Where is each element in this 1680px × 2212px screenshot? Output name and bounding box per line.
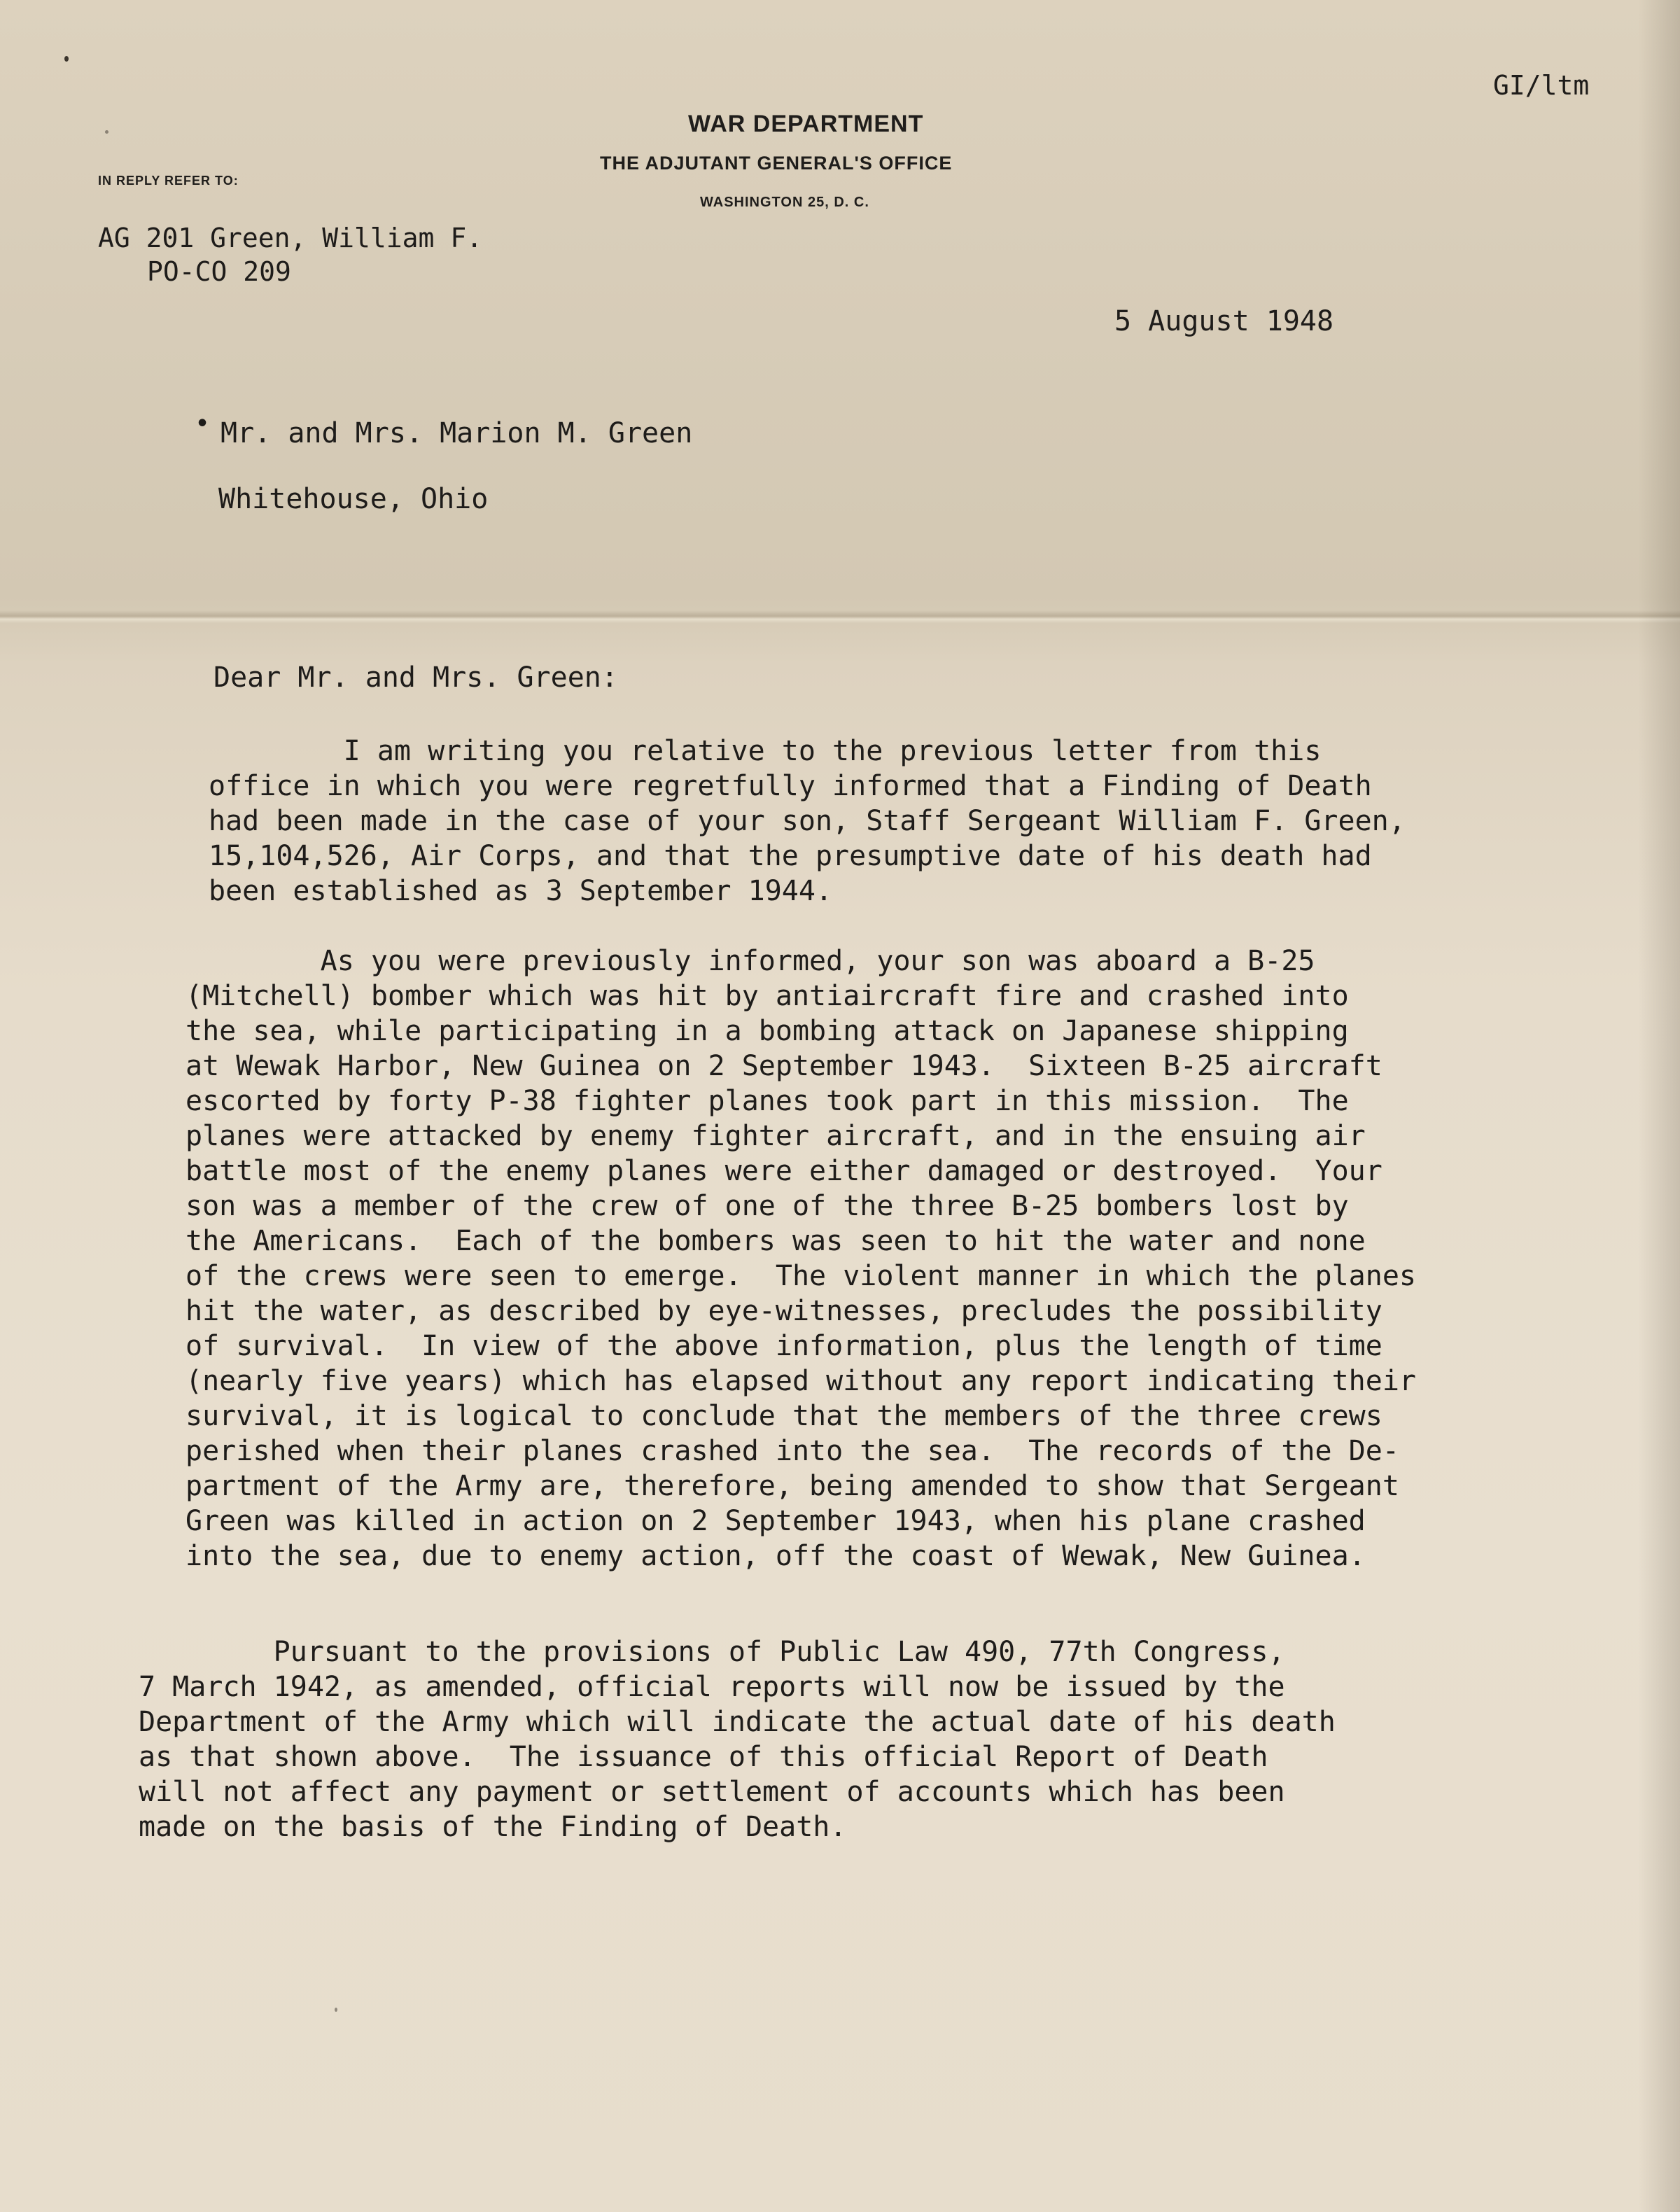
paper-fold-crease bbox=[0, 610, 1680, 623]
paragraph-line: perished when their planes crashed into the sea. The records of the De- bbox=[186, 1435, 1399, 1467]
body-paragraph-3 bbox=[139, 1634, 1336, 1844]
paper-speck bbox=[335, 2008, 337, 2012]
paragraph-line: of the crews were seen to emerge. The violent manner in which the planes bbox=[186, 1260, 1416, 1292]
addressee-mark: • bbox=[196, 412, 209, 436]
body-paragraph-2 bbox=[186, 944, 1416, 1574]
paragraph-line: I am writing you relative to the previous letter from this bbox=[209, 735, 1322, 767]
paragraph-line: as that shown above. The issuance of this official Report of Death bbox=[139, 1741, 1268, 1773]
salutation: Dear Mr. and Mrs. Green: bbox=[214, 662, 618, 694]
paragraph-line: the Americans. Each of the bombers was seen to hit the water and none bbox=[186, 1225, 1366, 1257]
paragraph-line: Department of the Army which will indicate the actual date of his death bbox=[139, 1706, 1336, 1738]
paragraph-line: 15,104,526, Air Corps, and that the presumptive date of his death had bbox=[209, 840, 1372, 872]
paper-speck bbox=[105, 130, 108, 134]
letter-date: 5 August 1948 bbox=[1114, 305, 1334, 337]
paragraph-line: battle most of the enemy planes were either damaged or destroyed. Your bbox=[186, 1155, 1382, 1187]
typist-initials: GI/ltm bbox=[1493, 70, 1590, 101]
page-edge-shadow bbox=[1638, 0, 1680, 2212]
addressee-city: Whitehouse, Ohio bbox=[218, 483, 489, 515]
paragraph-line: partment of the Army are, therefore, being amended to show that Sergeant bbox=[186, 1470, 1399, 1502]
paragraph-line: into the sea, due to enemy action, off the coast of Wewak, New Guinea. bbox=[186, 1540, 1366, 1572]
paragraph-line: 7 March 1942, as amended, official reports will now be issued by the bbox=[139, 1671, 1285, 1703]
paragraph-line: will not affect any payment or settlement of accounts which has been bbox=[139, 1776, 1285, 1808]
paragraph-line: Pursuant to the provisions of Public Law 490, 77th Congress, bbox=[139, 1636, 1285, 1668]
paper-speck bbox=[64, 56, 69, 62]
paragraph-line: made on the basis of the Finding of Death. bbox=[139, 1811, 847, 1843]
addressee-name: Mr. and Mrs. Marion M. Green bbox=[220, 417, 693, 449]
paragraph-line: (Mitchell) bomber which was hit by antiaircraft fire and crashed into bbox=[186, 980, 1349, 1012]
paragraph-line: planes were attacked by enemy fighter aircraft, and in the ensuing air bbox=[186, 1120, 1366, 1152]
paragraph-line: been established as 3 September 1944. bbox=[209, 875, 833, 907]
body-paragraph-1 bbox=[209, 734, 1406, 909]
reply-refer-label: IN REPLY REFER TO: bbox=[98, 174, 239, 188]
paragraph-line: (nearly five years) which has elapsed without any report indicating their bbox=[186, 1365, 1416, 1397]
letterhead-department: WAR DEPARTMENT bbox=[688, 111, 924, 137]
paragraph-line: the sea, while participating in a bombing attack on Japanese shipping bbox=[186, 1015, 1349, 1047]
reference-line-file: AG 201 Green, William F. bbox=[98, 223, 483, 253]
letterhead-office: THE ADJUTANT GENERAL'S OFFICE bbox=[600, 153, 953, 174]
paragraph-line: survival, it is logical to conclude that the members of the three crews bbox=[186, 1400, 1382, 1432]
paragraph-line: As you were previously informed, your son was aboard a B-25 bbox=[186, 945, 1315, 977]
paragraph-line: had been made in the case of your son, Staff Sergeant William F. Green, bbox=[209, 805, 1406, 837]
paragraph-line: at Wewak Harbor, New Guinea on 2 September 1943. Sixteen B-25 aircraft bbox=[186, 1050, 1382, 1082]
paragraph-line: Green was killed in action on 2 September 1943, when his plane crashed bbox=[186, 1505, 1366, 1537]
paragraph-line: son was a member of the crew of one of the three B-25 bombers lost by bbox=[186, 1190, 1349, 1222]
paragraph-line: hit the water, as described by eye-witnesses, precludes the possibility bbox=[186, 1295, 1382, 1327]
paragraph-line: escorted by forty P-38 fighter planes took part in this mission. The bbox=[186, 1085, 1349, 1117]
letterhead-city: WASHINGTON 25, D. C. bbox=[700, 195, 869, 210]
paragraph-line: of survival. In view of the above information, plus the length of time bbox=[186, 1330, 1382, 1362]
paragraph-line: office in which you were regretfully informed that a Finding of Death bbox=[209, 770, 1372, 802]
reference-line-code: PO-CO 209 bbox=[147, 256, 291, 287]
